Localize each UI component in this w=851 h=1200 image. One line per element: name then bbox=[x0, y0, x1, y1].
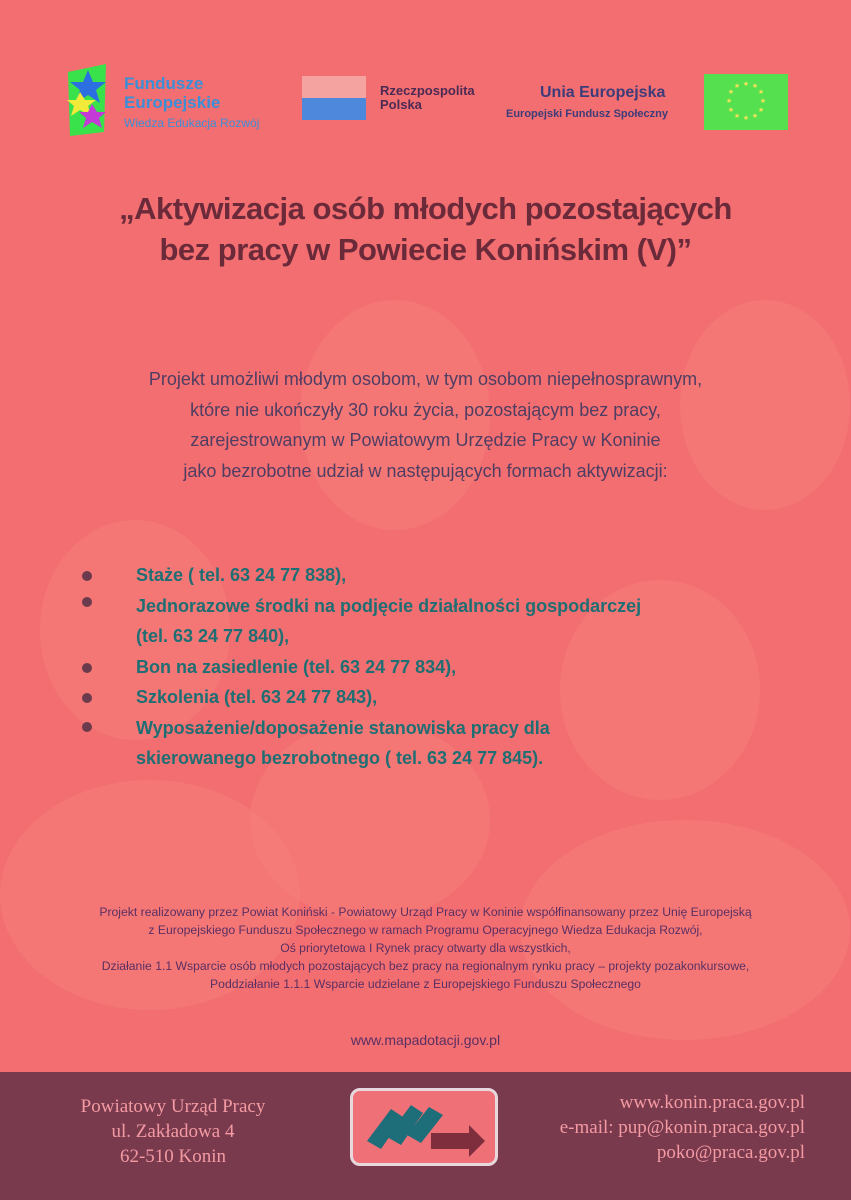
svg-text:★: ★ bbox=[759, 97, 767, 105]
list-item-text: Bon na zasiedlenie (tel. 63 24 77 834), bbox=[136, 656, 457, 677]
footnote-line2: z Europejskiego Funduszu Społecznego w ramach Programu Operacyjnego Wiedza Edukacja Rozwój, bbox=[148, 923, 703, 937]
footnote-line1: Projekt realizowany przez Powiat Koniński - Powiatowy Urząd Pracy w Koninie współfinansowany przez Unię Europejską bbox=[99, 905, 752, 919]
list-item-szkolenia bbox=[78, 682, 778, 713]
svg-text:★: ★ bbox=[725, 97, 733, 105]
address-line1: Powiatowy Urząd Pracy bbox=[80, 1096, 266, 1117]
list-item-bon-na-zasiedlenie bbox=[78, 652, 778, 683]
funding-footnote bbox=[0, 903, 851, 993]
polish-flag-icon bbox=[302, 76, 366, 120]
list-item-text: Jednorazowe środki na podjęcie działalności gospodarczej bbox=[136, 595, 642, 616]
svg-text:★: ★ bbox=[757, 88, 765, 96]
footnote-line3: Oś priorytetowa I Rynek pracy otwarty dla wszystkich, bbox=[280, 941, 571, 955]
contact-email-poko[interactable]: poko@praca.gov.pl bbox=[656, 1142, 805, 1163]
contact-website[interactable]: www.konin.praca.gov.pl bbox=[619, 1092, 805, 1113]
list-item-jednorazowe-srodki bbox=[78, 591, 778, 652]
fundusze-europejskie-logo bbox=[66, 62, 296, 142]
intro-line1: Projekt umożliwi młodym osobom, w tym osobom niepełnosprawnym, bbox=[148, 369, 703, 389]
title-line2: bez pracy w Powiecie Konińskim (V)” bbox=[159, 232, 692, 267]
title-line1: „Aktywizacja osób młodych pozostających bbox=[119, 191, 732, 226]
footer-bar bbox=[0, 1072, 851, 1200]
svg-text:★: ★ bbox=[751, 82, 759, 90]
svg-text:★: ★ bbox=[742, 114, 750, 122]
pup-logo-icon bbox=[353, 1091, 495, 1163]
eu-flag-icon bbox=[704, 74, 788, 130]
contact-email[interactable]: e-mail: pup@konin.praca.gov.pl bbox=[559, 1117, 805, 1138]
intro-line4: jako bezrobotne udział w następujących formach aktywizacji: bbox=[183, 460, 668, 481]
svg-text:★: ★ bbox=[757, 106, 765, 114]
bullet-icon bbox=[82, 571, 92, 581]
bullet-icon bbox=[82, 722, 92, 732]
ue-title: Unia Europejska bbox=[540, 84, 666, 101]
fundusze-subtitle: Wiedza Edukacja Rozwój bbox=[124, 116, 260, 130]
list-item-text: Staże ( tel. 63 24 77 838), bbox=[136, 565, 347, 585]
activation-forms-list bbox=[78, 560, 778, 774]
list-item-text: skierowanego bezrobotnego ( tel. 63 24 77 845). bbox=[136, 748, 544, 768]
office-address bbox=[40, 1094, 306, 1169]
svg-text:★: ★ bbox=[733, 112, 741, 120]
bullet-icon bbox=[82, 693, 92, 703]
svg-text:★: ★ bbox=[742, 80, 750, 88]
svg-text:★: ★ bbox=[733, 82, 741, 90]
address-line3: 62-510 Konin bbox=[119, 1146, 227, 1167]
ue-subtitle: Europejski Fundusz Społeczny bbox=[506, 108, 668, 120]
rp-line2: Polska bbox=[380, 97, 422, 112]
rp-line1: Rzeczpospolita bbox=[380, 83, 475, 98]
address-line2: ul. Zakładowa 4 bbox=[111, 1121, 235, 1142]
unia-europejska-logo bbox=[506, 74, 796, 134]
list-item-wyposazenie bbox=[78, 713, 778, 774]
bullet-icon bbox=[82, 663, 92, 673]
svg-text:★: ★ bbox=[727, 88, 735, 96]
footnote-line5: Poddziałanie 1.1.1 Wsparcie udzielane z Europejskiego Funduszu Społecznego bbox=[210, 977, 641, 991]
contact-info bbox=[560, 1090, 805, 1165]
intro-line3: zarejestrowanym w Powiatowym Urzędzie Pracy w Koninie bbox=[190, 430, 661, 450]
pup-logo bbox=[350, 1088, 498, 1166]
list-item-staze bbox=[78, 560, 778, 591]
fundusze-line2: Europejskie bbox=[124, 93, 221, 112]
fundusze-europejskie-star-icon bbox=[66, 62, 110, 138]
intro-line2: które nie ukończyły 30 roku życia, pozostającym bez pracy, bbox=[190, 399, 661, 420]
svg-text:★: ★ bbox=[751, 112, 759, 120]
list-item-text: Szkolenia (tel. 63 24 77 843), bbox=[136, 687, 378, 707]
rzeczpospolita-polska-logo bbox=[302, 76, 502, 126]
fundusze-line1: Fundusze bbox=[124, 74, 204, 93]
intro-paragraph bbox=[0, 364, 851, 486]
svg-text:★: ★ bbox=[727, 106, 735, 114]
list-item-text: Wyposażenie/doposażenie stanowiska pracy dla bbox=[136, 717, 550, 738]
bullet-icon bbox=[82, 597, 92, 607]
list-item-text: (tel. 63 24 77 840), bbox=[136, 626, 290, 646]
website-link[interactable]: www.mapadotacji.gov.pl bbox=[350, 1032, 501, 1048]
footnote-line4: Działanie 1.1 Wsparcie osób młodych pozostających bez pracy na regionalnym rynku pracy – projekty pozakonkursowe, bbox=[101, 959, 750, 973]
page-title bbox=[0, 188, 851, 270]
